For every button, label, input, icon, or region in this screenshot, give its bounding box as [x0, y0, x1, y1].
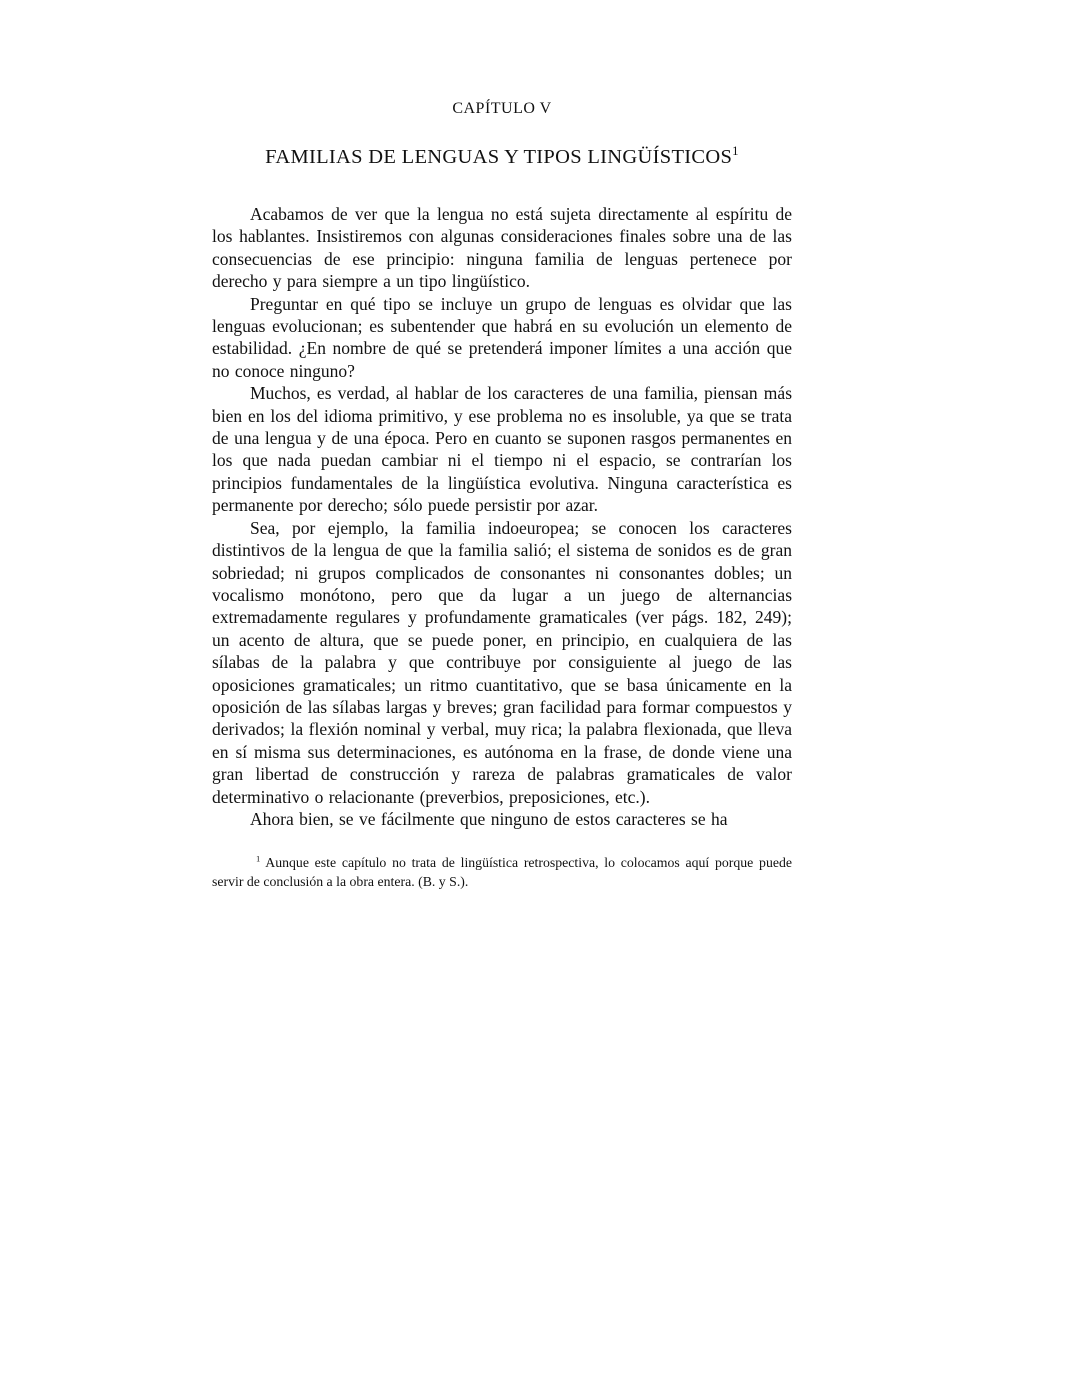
page-title-text: FAMILIAS DE LENGUAS Y TIPOS LINGÜÍSTICOS	[265, 146, 733, 168]
footnote	[212, 854, 792, 891]
title-footnote-ref: 1	[732, 144, 739, 159]
body-text	[212, 203, 792, 830]
paragraph-1: Acabamos de ver que la lengua no está sujeta directamente al espíritu de los hablantes. Insistiremos con algunas consideraciones finales sobre una de las consecuencias de ese principio: ninguna familia de lenguas pertenece por derecho y para siempre a un tipo lingüístico.	[212, 204, 792, 292]
paragraph-4: Sea, por ejemplo, la familia indoeuropea; se conocen los caracteres distintivos de la lengua de que la familia salió; el sistema de sonidos es de gran sobriedad; ni grupos complicados de consonantes ni consonantes dobles; un vocalismo monótono, pero que da lugar a un juego de alternancias extremadamente regulares y profundamente gramaticales (ver págs. 182, 249); un acento de altura, que se puede poner, en principio, en cualquiera de las sílabas de la palabra y que contribuye por consiguiente al juego de las oposiciones gramaticales; un ritmo cuantitativo, que se basa únicamente en la oposición de las sílabas largas y breves; gran facilidad para formar compuestos y derivados; la flexión nominal y verbal, muy rica; la palabra flexionada, que lleva en sí misma sus determinaciones, es autónoma en la frase, de donde viene una gran libertad de construcción y rareza de palabras gramaticales de valor determinativo o relacionante (preverbios, preposiciones, etc.).	[212, 517, 792, 807]
footnote-text: Aunque este capítulo no trata de lingüística retrospectiva, lo colocamos aquí porque puede servir de conclusión a la obra entera. (B. y S.).	[212, 855, 792, 889]
chapter-heading: CAPÍTULO V	[452, 100, 552, 117]
paragraph-2: Preguntar en qué tipo se incluye un grupo de lenguas es olvidar que las lenguas evolucionan; es subentender que habrá en su evolución un elemento de estabilidad. ¿En nombre de qué se pretenderá imponer límites a una acción que no conoce ninguno?	[212, 293, 792, 381]
text-block	[212, 100, 792, 891]
paragraph-5: Ahora bien, se ve fácilmente que ninguno de estos caracteres se ha	[250, 808, 728, 829]
paragraph-3: Muchos, es verdad, al hablar de los caracteres de una familia, piensan más bien en los del idioma primitivo, y ese problema no es insoluble, ya que se trata de una lengua y de una época. Pero en cuanto se suponen rasgos permanentes en los que nada puedan cambiar ni el tiempo ni el espacio, se contrarían los principios fundamentales de la lingüística evolutiva. Ninguna característica es permanente por derecho; sólo puede persistir por azar.	[212, 383, 792, 516]
footnote-ref: 1	[256, 853, 261, 864]
page-title	[212, 146, 792, 169]
